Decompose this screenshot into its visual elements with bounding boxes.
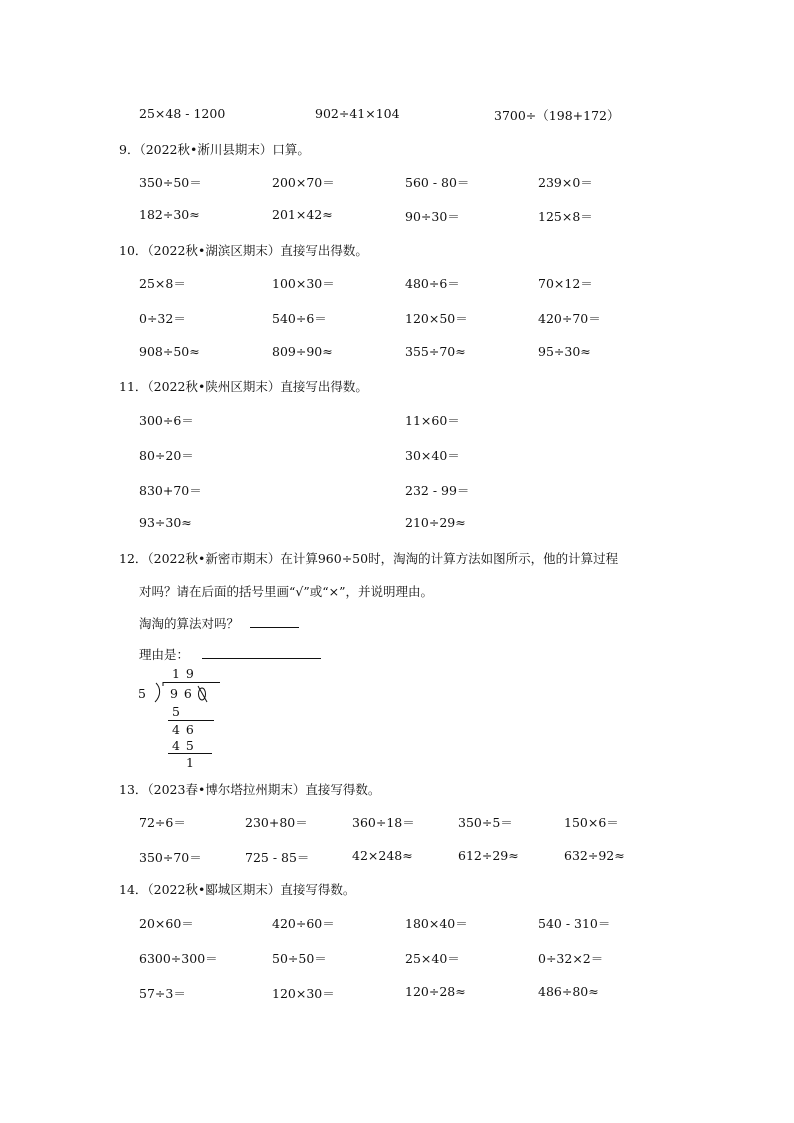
dividend: 9 6 [170,686,193,701]
subtrahend-1: 5 [172,704,180,719]
q13-item: 725 - 85＝ [245,850,310,865]
q14-item: 0÷32×2＝ [538,951,604,966]
q13-item: 42×248≈ [352,848,413,863]
q14-item: 6300÷300＝ [139,951,218,966]
q13-item: 230+80＝ [245,815,308,830]
remainder-2: 1 [186,755,194,770]
divisor: 5 [138,686,146,701]
q13-item: 612÷29≈ [458,848,519,863]
subtraction-line-2 [168,753,212,754]
top-expr-2: 902÷41×104 [315,106,400,121]
q11-item: 300÷6＝ [139,413,194,428]
quotient: 1 9 [172,666,195,681]
q14-item: 120×30＝ [272,986,335,1001]
q13-item: 72÷6＝ [139,815,186,830]
q11-title: 11．（2022秋•陕州区期末）直接写出得数。 [119,379,368,394]
long-division-figure [130,664,230,772]
q14-item: 420÷60＝ [272,916,335,931]
q13-title: 13．（2023春•博尔塔拉州期末）直接写得数。 [119,782,381,797]
q10-item: 100×30＝ [272,276,335,291]
q11-item: 93÷30≈ [139,515,192,530]
q14-item: 120÷28≈ [405,984,466,999]
q10-item: 355÷70≈ [405,344,466,359]
q11-item: 232 - 99＝ [405,483,470,498]
q13-item: 350÷5＝ [458,815,513,830]
q14-item: 25×40＝ [405,951,460,966]
division-bracket-icon [152,680,168,704]
q10-item: 809÷90≈ [272,344,333,359]
q12-answer-blank[interactable] [250,627,299,628]
crossed-zero-icon [196,684,210,704]
q9-item: 200×70＝ [272,175,335,190]
q13-item: 360÷18＝ [352,815,415,830]
q10-item: 908÷50≈ [139,344,200,359]
top-expr-1: 25×48 - 1200 [139,106,226,121]
q11-item: 11×60＝ [405,413,460,428]
q12-title: 12．（2022秋•新密市期末）在计算960÷50时，淘淘的计算方法如图所示，他的计算过程 [119,551,619,566]
q9-item: 560 - 80＝ [405,175,470,190]
q11-item: 80÷20＝ [139,448,194,463]
q14-item: 50÷50＝ [272,951,327,966]
top-expr-3: 3700÷（198+172） [494,108,620,123]
q11-item: 210÷29≈ [405,515,466,530]
q10-title: 10．（2022秋•湖滨区期末）直接写出得数。 [119,243,368,258]
remainder-1: 4 6 [172,722,195,737]
q9-item: 182÷30≈ [139,207,200,222]
q10-item: 95÷30≈ [538,344,591,359]
q14-title: 14．（2022秋•郾城区期末）直接写得数。 [119,882,356,897]
q14-item: 486÷80≈ [538,984,599,999]
q13-item: 632÷92≈ [564,848,625,863]
q13-item: 350÷70＝ [139,850,202,865]
q10-item: 540÷6＝ [272,311,327,326]
q9-title: 9．（2022秋•淅川县期末）口算。 [119,142,310,157]
q12-title-continued: 对吗？请在后面的括号里画“√”或“×”，并说明理由。 [139,584,434,599]
q10-item: 70×12＝ [538,276,593,291]
q9-item: 90÷30＝ [405,209,460,224]
q10-item: 420÷70＝ [538,311,601,326]
q14-item: 20×60＝ [139,916,194,931]
q12-ask: 淘淘的算法对吗？ [139,616,240,631]
q9-item: 201×42≈ [272,207,333,222]
q13-item: 150×6＝ [564,815,619,830]
subtrahend-2: 4 5 [172,738,195,753]
q9-item: 239×0＝ [538,175,593,190]
quotient-line [163,682,220,683]
q12-reason-label: 理由是： [139,647,190,662]
q9-item: 125×8＝ [538,209,593,224]
q12-reason-blank[interactable] [202,658,321,659]
q14-item: 180×40＝ [405,916,468,931]
q11-item: 30×40＝ [405,448,460,463]
q10-item: 25×8＝ [139,276,186,291]
q10-item: 0÷32＝ [139,311,186,326]
q14-item: 540 - 310＝ [538,916,611,931]
q9-item: 350÷50＝ [139,175,202,190]
q10-item: 120×50＝ [405,311,468,326]
subtraction-line-1 [168,720,214,721]
q14-item: 57÷3＝ [139,986,186,1001]
q11-item: 830+70＝ [139,483,202,498]
q10-item: 480÷6＝ [405,276,460,291]
